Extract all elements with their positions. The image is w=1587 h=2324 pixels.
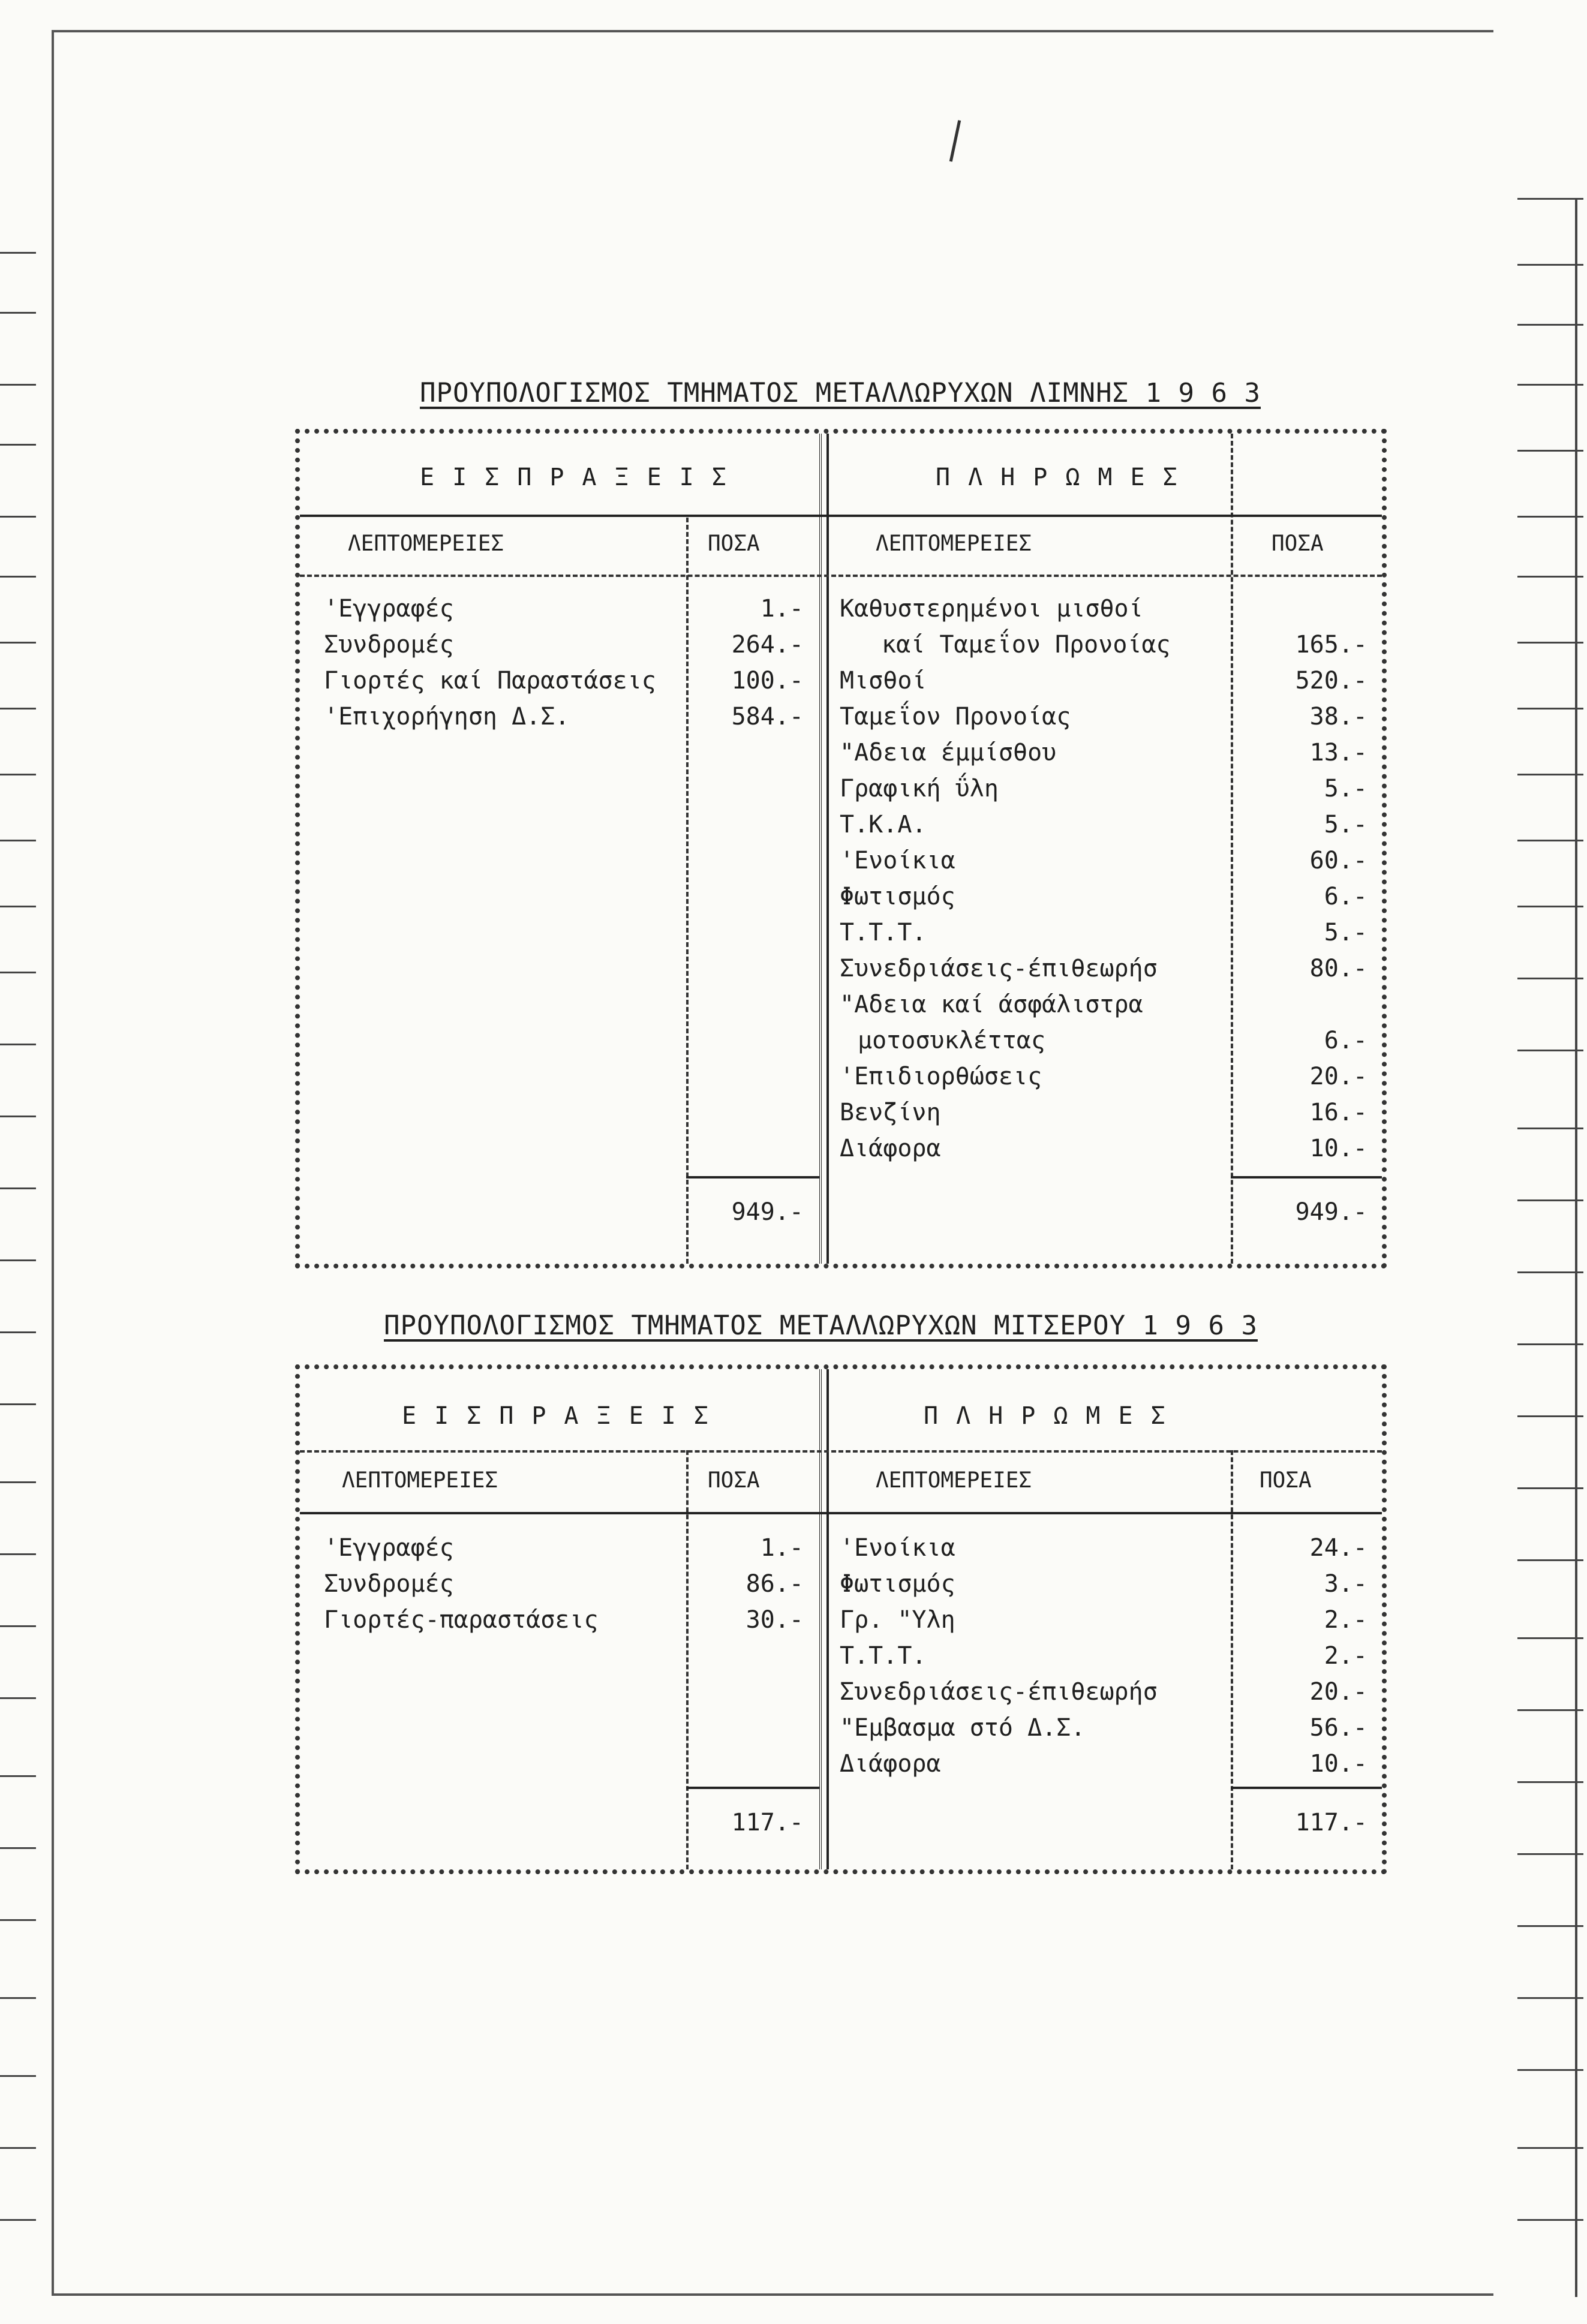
payment-label: 'Ενοίκια — [840, 1534, 955, 1562]
payment-label: Διάφορα — [840, 1750, 941, 1778]
payments-total-rule — [1231, 1176, 1382, 1178]
payment-label: Βενζίνη — [840, 1099, 941, 1126]
receipt-label: 'Εγγραφές — [324, 1534, 454, 1562]
scan-frame-right — [1571, 198, 1577, 2297]
payments-amount-header: ΠΟΣΑ — [1260, 1468, 1312, 1493]
payments-total: 117.- — [1295, 1809, 1367, 1836]
payment-amount: 10.- — [1309, 1135, 1367, 1162]
receipts-details-header: ΛΕΠΤΟΜΕΡΕΙΕΣ — [342, 1468, 498, 1493]
receipt-amount: 1.- — [760, 1534, 804, 1562]
payments-total-rule — [1231, 1787, 1382, 1789]
payment-label: Φωτισμός — [840, 1570, 955, 1598]
receipt-amount: 86.- — [746, 1570, 804, 1598]
payment-label: Ταμεΐον Προνοίας — [840, 703, 1071, 730]
payment-amount: 60.- — [1309, 847, 1367, 874]
payment-amount: 80.- — [1309, 955, 1367, 982]
payment-amount: 13.- — [1309, 739, 1367, 766]
receipts-section-header: ΕΙΣΠΡΑΞΕΙΣ — [420, 464, 744, 491]
payment-label: Διάφορα — [840, 1135, 941, 1162]
payment-amount: 38.- — [1309, 703, 1367, 730]
center-divider — [819, 434, 829, 1264]
payment-amount: 2.- — [1324, 1606, 1367, 1634]
payment-amount: 20.- — [1309, 1063, 1367, 1090]
budget-table-limni — [295, 429, 1387, 1268]
payments-section-header: ΠΛΗΡΩΜΕΣ — [936, 464, 1195, 491]
payment-label: 'Ενοίκια — [840, 847, 955, 874]
payment-label: Τ.Τ.Τ. — [840, 1642, 927, 1670]
payment-amount: 56.- — [1309, 1714, 1367, 1742]
payments-section-header: ΠΛΗΡΩΜΕΣ — [924, 1402, 1183, 1430]
budget-title-limni: ΠΡΟΥΠΟΛΟΓΙΣΜΟΣ ΤΜΗΜΑΤΟΣ ΜΕΤΑΛΛΩΡΥΧΩΝ ΛΙΜΝΗΣ 1 9 6 3 — [420, 378, 1261, 408]
payment-amount: 5.- — [1324, 775, 1367, 802]
payment-label: Καθυστερημένοι μισθοί — [840, 595, 1143, 623]
receipt-label: 'Εγγραφές — [324, 595, 454, 623]
payment-label: Μισθοί — [840, 667, 927, 695]
payment-label: Συνεδριάσεις-έπιθεωρήσ — [840, 1678, 1158, 1706]
payment-amount: 165.- — [1295, 631, 1367, 659]
payments-details-header: ΛΕΠΤΟΜΕΡΕΙΕΣ — [876, 1468, 1032, 1493]
payment-amount: 20.- — [1309, 1678, 1367, 1706]
payment-amount: 5.- — [1324, 811, 1367, 838]
receipts-details-header: ΛΕΠΤΟΜΕΡΕΙΕΣ — [348, 531, 504, 556]
payments-amount-divider — [1231, 434, 1233, 1264]
receipts-amount-divider — [686, 518, 689, 1264]
column-header-rule — [300, 575, 1382, 577]
budget-table-mitserou — [295, 1364, 1387, 1874]
payment-label: καί Ταμεΐον Προνοίας — [882, 631, 1171, 659]
payment-amount: 16.- — [1309, 1099, 1367, 1126]
payment-label: Γραφική ΰλη — [840, 775, 999, 802]
receipt-label: 'Επιχορήγηση Δ.Σ. — [324, 703, 570, 730]
receipt-label: Γιορτές-παραστάσεις — [324, 1606, 599, 1634]
payment-amount: 6.- — [1324, 883, 1367, 910]
receipts-amount-header: ΠΟΣΑ — [708, 1468, 760, 1493]
payment-label: Φωτισμός — [840, 883, 955, 910]
payment-label: μοτοσυκλέττας — [858, 1027, 1046, 1054]
payments-total: 949.- — [1295, 1198, 1367, 1226]
center-divider — [819, 1369, 829, 1869]
receipt-amount: 264.- — [731, 631, 804, 659]
payment-label: "Εμβασμα στό Δ.Σ. — [840, 1714, 1086, 1742]
receipts-section-header: ΕΙΣΠΡΑΞΕΙΣ — [402, 1402, 726, 1430]
payments-amount-header: ΠΟΣΑ — [1272, 531, 1324, 556]
receipt-label: Συνδρομές — [324, 631, 454, 659]
receipt-amount: 30.- — [746, 1606, 804, 1634]
payment-amount: 6.- — [1324, 1027, 1367, 1054]
budget-title-mitserou: ΠΡΟΥΠΟΛΟΓΙΣΜΟΣ ΤΜΗΜΑΤΟΣ ΜΕΤΑΛΛΩΡΥΧΩΝ ΜΙΤΣΕΡΟΥ 1 9 6 3 — [384, 1310, 1258, 1341]
payment-amount: 5.- — [1324, 919, 1367, 946]
receipts-total-rule — [686, 1176, 819, 1178]
receipts-total: 117.- — [731, 1809, 804, 1836]
payment-label: "Αδεια έμμίσθου — [840, 739, 1057, 766]
column-header-rule — [300, 1512, 1382, 1514]
payment-label: Συνεδριάσεις-έπιθεωρήσ — [840, 955, 1158, 982]
payment-label: Τ.Τ.Τ. — [840, 919, 927, 946]
payment-amount: 10.- — [1309, 1750, 1367, 1778]
section-header-rule — [300, 1450, 1382, 1453]
payments-details-header: ΛΕΠΤΟΜΕΡΕΙΕΣ — [876, 531, 1032, 556]
receipt-amount: 584.- — [731, 703, 804, 730]
payment-amount: 520.- — [1295, 667, 1367, 695]
payment-amount: 24.- — [1309, 1534, 1367, 1562]
payment-label: 'Επιδιορθώσεις — [840, 1063, 1042, 1090]
payment-label: "Αδεια καί άσφάλιστρα — [840, 991, 1143, 1018]
receipt-amount: 100.- — [731, 667, 804, 695]
receipts-total: 949.- — [731, 1198, 804, 1226]
payment-label: Γρ. "Υλη — [840, 1606, 955, 1634]
payment-amount: 3.- — [1324, 1570, 1367, 1598]
receipt-amount: 1.- — [760, 595, 804, 623]
receipt-label: Γιορτές καί Παραστάσεις — [324, 667, 656, 695]
section-header-rule — [300, 515, 1382, 517]
payment-amount: 2.- — [1324, 1642, 1367, 1670]
receipt-label: Συνδρομές — [324, 1570, 454, 1598]
payment-label: Τ.Κ.Α. — [840, 811, 927, 838]
receipts-amount-header: ΠΟΣΑ — [708, 531, 760, 556]
receipts-total-rule — [686, 1787, 819, 1789]
